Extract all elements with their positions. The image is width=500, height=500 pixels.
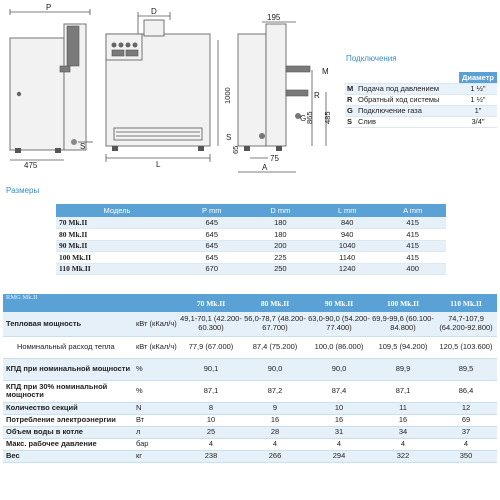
dim-1000-label: 1000	[223, 87, 232, 104]
rear-view	[226, 13, 332, 172]
connection-row: R Обратный ход системы 1 ½"	[345, 94, 497, 105]
dim-195-label: 195	[267, 13, 281, 22]
specs-model-header: 90 Mk.II	[307, 294, 371, 312]
specs-model-header: 100 Mk.II	[371, 294, 435, 312]
sizes-header: L mm	[315, 204, 379, 217]
connections-table	[345, 72, 497, 128]
conn-r-label: R	[314, 91, 320, 100]
sizes-table	[56, 204, 446, 275]
specs-model-header: 70 Mk.II	[179, 294, 243, 312]
sizes-row: 90 Mk.II 645 200 1040 415	[56, 240, 446, 252]
side-s-label: S	[80, 142, 86, 151]
sizes-row: 110 Mk.II 670 250 1240 400	[56, 263, 446, 275]
sizes-header: A mm	[379, 204, 446, 217]
connections-title: Подключения	[346, 54, 397, 63]
front-view	[106, 7, 232, 169]
dim-475-label: 475	[24, 161, 38, 170]
specs-row: Объем воды в котле л 25 28 31 34 37	[3, 426, 497, 438]
specs-row: Количество секций N 8 9 10 11 12	[3, 402, 497, 414]
specs-brand: RMG Mk.II	[3, 294, 179, 312]
specs-row: Вес кг 238 266 294 322 350	[3, 450, 497, 462]
conn-s-label: S	[226, 133, 232, 142]
side-view	[10, 3, 93, 170]
dim-865-label: 865	[305, 111, 314, 124]
dim-p-label: P	[46, 3, 52, 12]
sizes-row: 70 Mk.II 645 180 840 415	[56, 217, 446, 229]
connection-row: G Подключение газа 1"	[345, 105, 497, 116]
dim-75-label: 75	[270, 154, 279, 163]
specs-row: Номинальный расход тепла кВт (кКал/ч) 77,9 (67.000) 87,4 (75.200) 100,0 (86.000) 109,5 (94.200) 120,5 (103.600)	[3, 336, 497, 358]
connection-row: M Подача под давлением 1 ½"	[345, 83, 497, 94]
connections-header-diameter: Диаметр	[459, 72, 497, 83]
dim-a-label: A	[262, 163, 268, 172]
dim-485-label: 485	[323, 111, 332, 124]
sizes-header: Модель	[56, 204, 178, 217]
connection-row: S Слив 3/4"	[345, 116, 497, 127]
specs-model-header: 80 Mk.II	[243, 294, 307, 312]
specs-model-header: 110 Mk.II	[435, 294, 497, 312]
boiler-drawing	[0, 0, 342, 180]
specs-row: Тепловая мощность кВт (кКал/ч) 49,1-70,1 (42.200-60.300) 56,0-78,7 (48.200-67.700) 63,0-90,0 (54.200-77.400) 69,9-99,6 (60.100-84.800) 74,7-107,9 (64.200-92.800)	[3, 312, 497, 336]
sizes-title: Размеры	[6, 186, 40, 195]
sizes-header: P mm	[178, 204, 246, 217]
conn-g-label: G	[300, 114, 307, 123]
specs-row: Потребление электроэнергии Вт 10 16 16 16 69	[3, 414, 497, 426]
specs-table	[3, 294, 497, 463]
specs-row: КПД при 30% номинальной мощности % 87,1 87,2 87,4 87,1 86,4	[3, 380, 497, 402]
conn-m-label: M	[322, 67, 329, 76]
dim-d-label: D	[151, 7, 157, 16]
sizes-header: D mm	[246, 204, 316, 217]
sizes-row: 80 Mk.II 645 180 940 415	[56, 229, 446, 241]
specs-row: Макс. рабочее давление бар 4 4 4 4 4	[3, 438, 497, 450]
sizes-row: 100 Mk.II 645 225 1140 415	[56, 252, 446, 264]
dim-65-label: 65	[231, 145, 240, 154]
specs-row: КПД при номинальной мощности % 90,1 90,0 90,0 89,9 89,5	[3, 358, 497, 380]
dim-l-label: L	[156, 160, 161, 169]
